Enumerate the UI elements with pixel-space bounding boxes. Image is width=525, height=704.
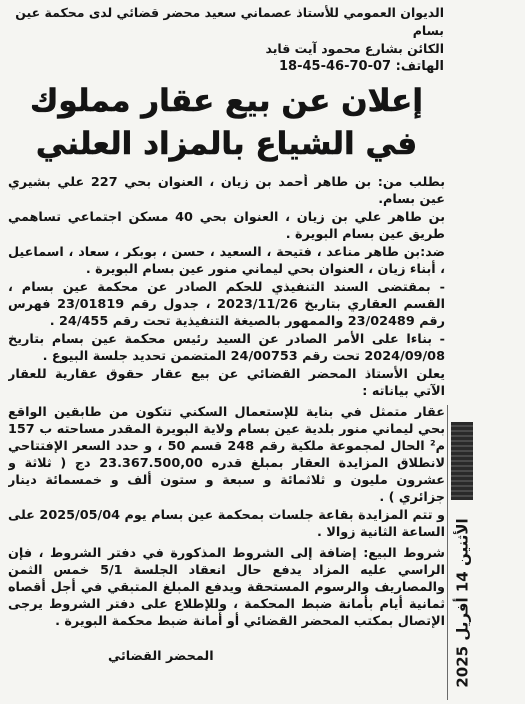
bailiff-office-header <box>10 4 444 76</box>
auction-session-paragraph: و تتم المزايدة بقاعة جلسات بمحكمة عين بسام يوم 2025/05/04 على الساعة الثانية زوالا . <box>8 508 445 540</box>
office-address: الكائن بشارع محمود آيت قايد <box>265 41 444 56</box>
margin-date-strip <box>449 510 475 695</box>
notice-title <box>8 80 445 166</box>
sale-conditions-paragraph: شروط البيع: إضافة إلى الشروط المذكورة في دفتر الشروط ، فإن الراسي عليه المزاد يدفع حال انعقاد الجلسة 5/1 خمس الثمن والمصاريف والرسوم المستحقة ويدفع المبلغ المتبقي في أجل أقصاه ثمانية أيام بأمانة ضبط المحكمة ، وللإطلاع على دفتر الشروط يرجى الإتصال بمكتب المحضر القضائي أو أمانة ضبط محكمة البويرة . <box>8 546 445 629</box>
office-name: الديوان العمومي للأستاذ عصماني سعيد محضر قضائي لدى محكمة عين بسام <box>15 5 444 38</box>
page-date: الأثنين 14 أفريل 2025 <box>453 517 471 688</box>
signature: المحضر القضائي <box>108 649 214 664</box>
defendants-paragraph: ضد:بن طاهر مناعد ، فتيحة ، السعيد ، حسن ، بوبكر ، سعاد ، اسماعيل ، أبناء زيان ، العنوان بحي ليماني منور عين بسام البويرة . <box>8 245 445 277</box>
announcement-paragraph: يعلن الأستاذ المحضر القضائي عن بيع عقار حقوق عقارية للعقار الآتي بياناته : <box>8 367 445 399</box>
applicant-1-paragraph: بطلب من: بن طاهر أحمد بن زيان ، العنوان بحي 227 علي بشيري عين بسام. <box>8 175 445 207</box>
applicant-2-paragraph: بن طاهر علي بن زيان ، العنوان بحي 40 مسكن اجتماعي تساهمي طريق عين بسام البويرة . <box>8 210 445 242</box>
notice-body <box>8 174 445 666</box>
title-line-1: إعلان عن بيع عقار مملوك <box>30 83 423 119</box>
margin-divider <box>447 405 448 700</box>
margin-dark-label <box>451 422 473 500</box>
order-basis-paragraph: - بناءا على الأمر الصادر عن السيد رئيس محكمة عين بسام بتاريخ 2024/09/08 تحت رقم 24/00753 المتضمن تحديد جلسة البيوع . <box>8 332 445 364</box>
property-description-paragraph: عقار متمثل في بناية للإستعمال السكني تتكون من طابقين الواقع بحي ليماني منور بلدية عين بسام ولاية البويرة المقدر مساحته ب 157 م² الحال لمجموعة ملكية رقم 248 قسم 50 ، و حدد السعر الإفتتاحي لانطلاق المزايدة العقار بمبلغ قدره 23.367.500,00 دج ( ثلاثة و عشرون مليون و ثلاثمائة و سبعة و ستون ألف و خمسمائة دينار جزائري ) . <box>8 405 445 505</box>
title-line-2: في الشياع بالمزاد العلني <box>35 126 418 162</box>
office-phone: الهاتف: 07-70-46-45-18 <box>279 59 444 74</box>
judgment-basis-paragraph: - بمقتضى السند التنفيذي للحكم الصادر عن محكمة عين بسام ، القسم العقاري بتاريخ 2023/11/26 ، جدول رقم 23/01819 فهرس رقم 23/02489 والممهور بالصيغة التنفيذية تحت رقم 24/455 . <box>8 280 445 329</box>
